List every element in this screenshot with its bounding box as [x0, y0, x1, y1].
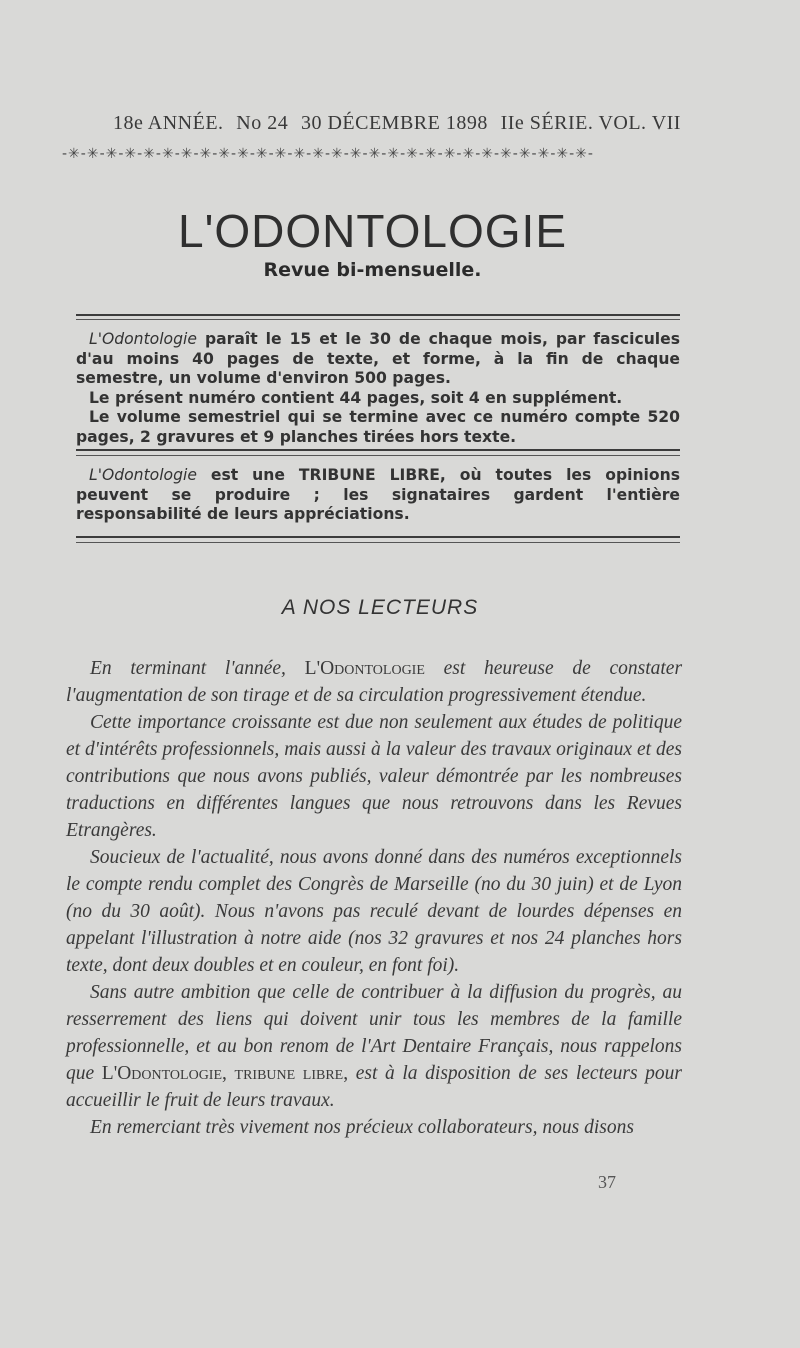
notice-text-2: Le présent numéro contient 44 pages, soit 4 en supplément.: [89, 388, 623, 407]
issue-number: No 24: [236, 112, 289, 134]
notice-text-3: Le volume semestriel qui se termine avec ce numéro compte 520 pages, 2 gravures et 9 planches tirées hors texte.: [76, 408, 680, 446]
paragraph-1: En terminant l'année, L'Odontologie est heureuse de constater l'augmentation de son tirage et de sa circulation progressivement étendue.: [66, 658, 683, 706]
divider-bottom-2: [76, 542, 680, 543]
notice-text-1: paraît le 15 et le 30 de chaque mois, par fascicules d'au moins 40 pages de texte, et forme, à la fin de chaque semestre, un volume d'environ 500 pages.: [76, 330, 680, 387]
ornamental-border: -✳-✳-✳-✳-✳-✳-✳-✳-✳-✳-✳-✳-✳-✳-✳-✳-✳-✳-✳-✳-✳-✳-✳-✳-✳-✳-✳-✳-: [62, 146, 594, 162]
journal-title: L'ODONTOLOGIE: [177, 205, 568, 257]
tribune-notice: [76, 466, 680, 525]
page-number: 37: [598, 1172, 616, 1192]
issue-date: 30 DÉCEMBRE 1898: [300, 112, 488, 134]
divider-top-2: [76, 319, 680, 320]
journal-subtitle: Revue bi-mensuelle.: [263, 259, 482, 281]
publication-notice: [76, 330, 680, 447]
divider-bottom-1: [76, 536, 680, 538]
paragraph-2: Cette importance croissante est due non seulement aux études de politique et d'intérêts professionnels, mais aussi à la valeur des travaux originaux et des contributions que nous avons publiés, valeur démontrée par les nombreuses traductions en différentes langues que nous retrouvons dans les Revues Etrangères.: [66, 712, 682, 841]
tribune-lead: L'Odontologie: [89, 466, 197, 484]
notice-lead: L'Odontologie: [89, 330, 197, 348]
divider-mid-2: [76, 455, 680, 456]
section-title: A NOS LECTEURS: [281, 596, 479, 619]
divider-mid-1: [76, 449, 680, 451]
divider-top-1: [76, 314, 680, 316]
tribune-text: est une TRIBUNE LIBRE, où toutes les opinions peuvent se produire ; les signataires gardent l'entière responsabilité de leurs appréciations.: [76, 466, 680, 523]
issue-header: [113, 112, 681, 135]
article-body: [66, 655, 682, 1141]
paragraph-4: Sans autre ambition que celle de contribuer à la diffusion du progrès, au resserrement des liens qui doivent unir tous les membres de la famille professionnelle, et au bon renom de l'Art Dentaire Français, nous rappelons que L'Odontologie, tribune libre, est à la disposition de ses lecteurs pour accueillir le fruit de leurs travaux.: [66, 982, 683, 1111]
paragraph-3: Soucieux de l'actualité, nous avons donné dans des numéros exceptionnels le compte rendu complet des Congrès de Marseille (no du 30 juin) et de Lyon (no du 30 août). Nous n'avons pas reculé devant de lourdes dépenses en appelant l'illustration à notre aide (nos 32 gravures et nos 24 planches hors texte, dont deux doubles et en couleur, en font foi).: [66, 847, 682, 976]
series-volume: IIe SÉRIE. VOL. VII: [500, 112, 681, 134]
year-label: 18e ANNÉE.: [113, 112, 224, 134]
paragraph-5: En remerciant très vivement nos précieux collaborateurs, nous disons: [90, 1117, 634, 1138]
